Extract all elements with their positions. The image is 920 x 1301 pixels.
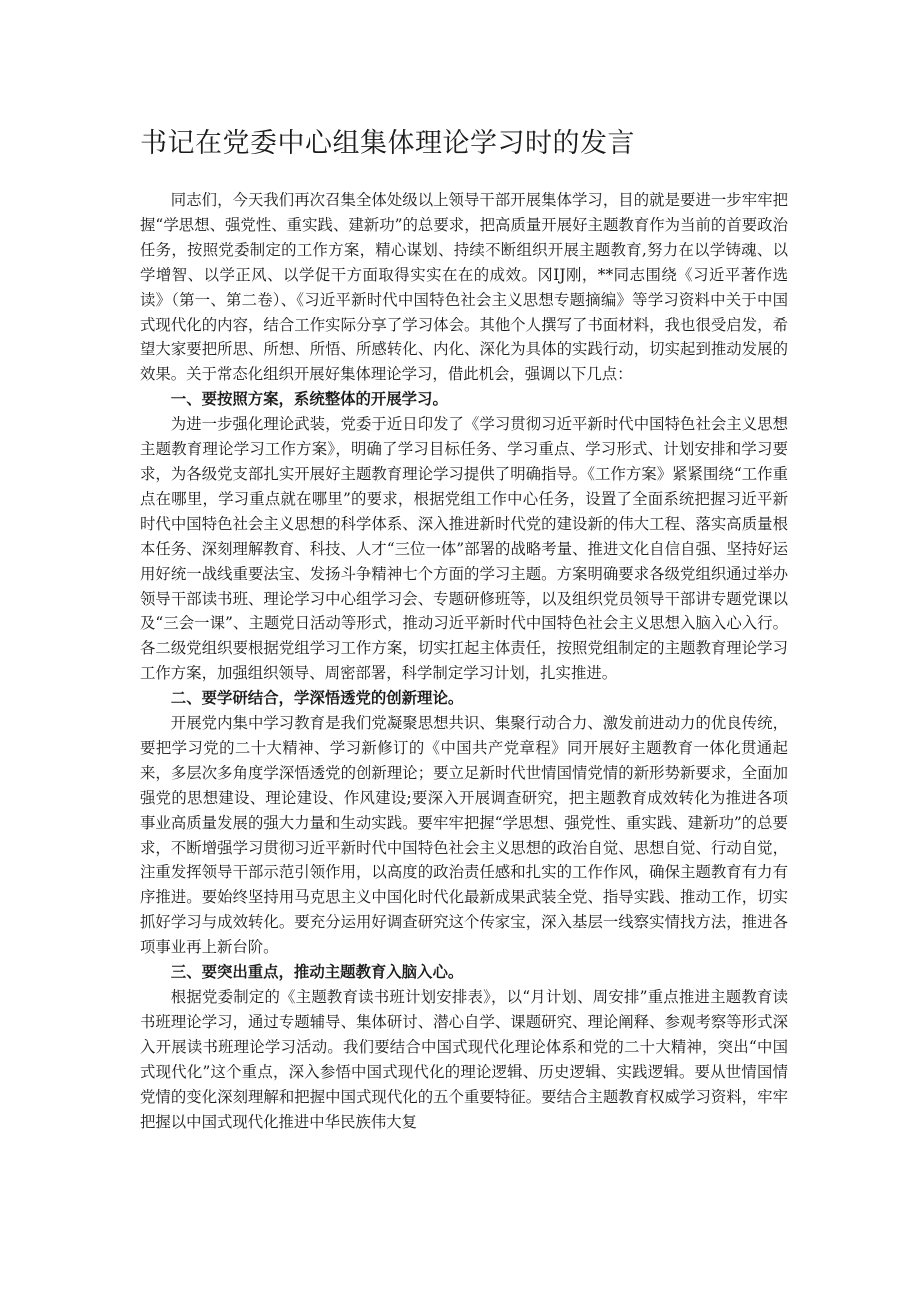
section-1-heading: 一、要按照方案，系统整体的开展学习。: [170, 390, 448, 409]
section-1-paragraph: 为进一步强化理论武装，党委于近日印发了《学习贯彻习近平新时代中国特色社会主义思想主题教育理论学习工作方案》，明确了学习目标任务、学习重点、学习形式、计划安排和学习要求，为各级党支部扎实开展好主题教育理论学习提供了明确指导。《工作方案》紧紧围绕“工作重点在哪里，学习重点就在哪里”的要求，根据党组工作中心任务，设置了全面系统把握习近平新时代中国特色社会主义思想的科学体系、深入推进新时代党的建设新的伟大工程、落实高质量根本任务、深刻理解教育、科技、人才“三位一体”部署的战略考量、推进文化自信自强、坚持好运用好统一战线重要法宝、发扬斗争精神七个方面的学习主题。方案明确要求各级党组织通过举办领导干部读书班、理论学习中心组学习会、专题研修班等，以及组织党员领导干部讲专题党课以及“三会一课”、主题党日活动等形式，推动习近平新时代中国特色社会主义思想入脑入心入行。各二级党组织要根据党组学习工作方案，切实扛起主体责任，按照党组制定的主题教育理论学习工作方案，加强组织领导、周密部署，科学制定学习计划，扎实推进。: [140, 415, 788, 683]
section-3-paragraph: 根据党委制定的《主题教育读书班计划安排表》，以“月计划、周安排”重点推进主题教育读书班理论学习，通过专题辅导、集体研讨、潜心自学、课题研究、理论阐释、参观考察等形式深入开展读书班理论学习活动。我们要结合中国式现代化理论体系和党的二十大精神，突出“中国式现代化”这个重点，深入参悟中国式现代化的理论逻辑、历史逻辑、实践逻辑。要从世情国情党情的变化深刻理解和把握中国式现代化的五个重要特征。要结合主题教育权威学习资料，牢牢把握以中国式现代化推进中华民族伟大复: [140, 988, 788, 1131]
document-title: 书记在党委中心组集体理论学习时的发言: [140, 128, 635, 159]
section-2-paragraph: 开展党内集中学习教育是我们党凝聚思想共识、集聚行动合力、激发前进动力的优良传统，要把学习党的二十大精神、学习新修订的《中国共产党章程》同开展好主题教育一体化贯通起来，多层次多角度学深悟透党的创新理论；要立足新时代世情国情党情的新形势新要求，全面加强党的思想建设、理论建设、作风建设;要深入开展调查研究，把主题教育成效转化为推进各项事业高质量发展的强大力量和生动实践。要牢牢把握“学思想、强党性、重实践、建新功”的总要求，不断增强学习贯彻习近平新时代中国特色社会主义思想的政治自觉、思想自觉、行动自觉，注重发挥领导干部示范引领作用，以高度的政治责任感和扎实的工作作风，确保主题教育有力有序推进。要始终坚持用马克思主义中国化时代化最新成果武装全党、指导实践、推动工作，切实抓好学习与成效转化。要充分运用好调查研究这个传家宝，深入基层一线察实情找方法，推进各项事业再上新台阶。: [140, 714, 788, 957]
section-3-heading: 三、要突出重点，推动主题教育入脑入心。: [170, 963, 464, 982]
section-2-heading: 二、要学研结合，学深悟透党的创新理论。: [170, 689, 464, 708]
document-body: [140, 124, 788, 1134]
intro-paragraph: 同志们，今天我们再次召集全体处级以上领导干部开展集体学习，目的就是要进一步牢牢把握“学思想、强党性、重实践、建新功”的总要求，把高质量开展好主题教育作为当前的首要政治任务，按照党委制定的工作方案，精心谋划、持续不断组织开展主题教育,努力在以学铸魂、以学增智、以学正风、以学促干方面取得实实在在的成效。冈IJ刚，**同志围绕《习近平著作选读》（第一、第二卷）、《习近平新时代中国特色社会主义思想专题摘编》等学习资料中关于中国式现代化的内容，结合工作实际分享了学习体会。其他个人撰写了书面材料，我也很受启发，希望大家要把所思、所想、所悟、所感转化、内化、深化为具体的实践行动，切实起到推动发展的效果。关于常态化组织开展好集体理论学习，借此机会，强调以下几点：: [140, 191, 788, 384]
